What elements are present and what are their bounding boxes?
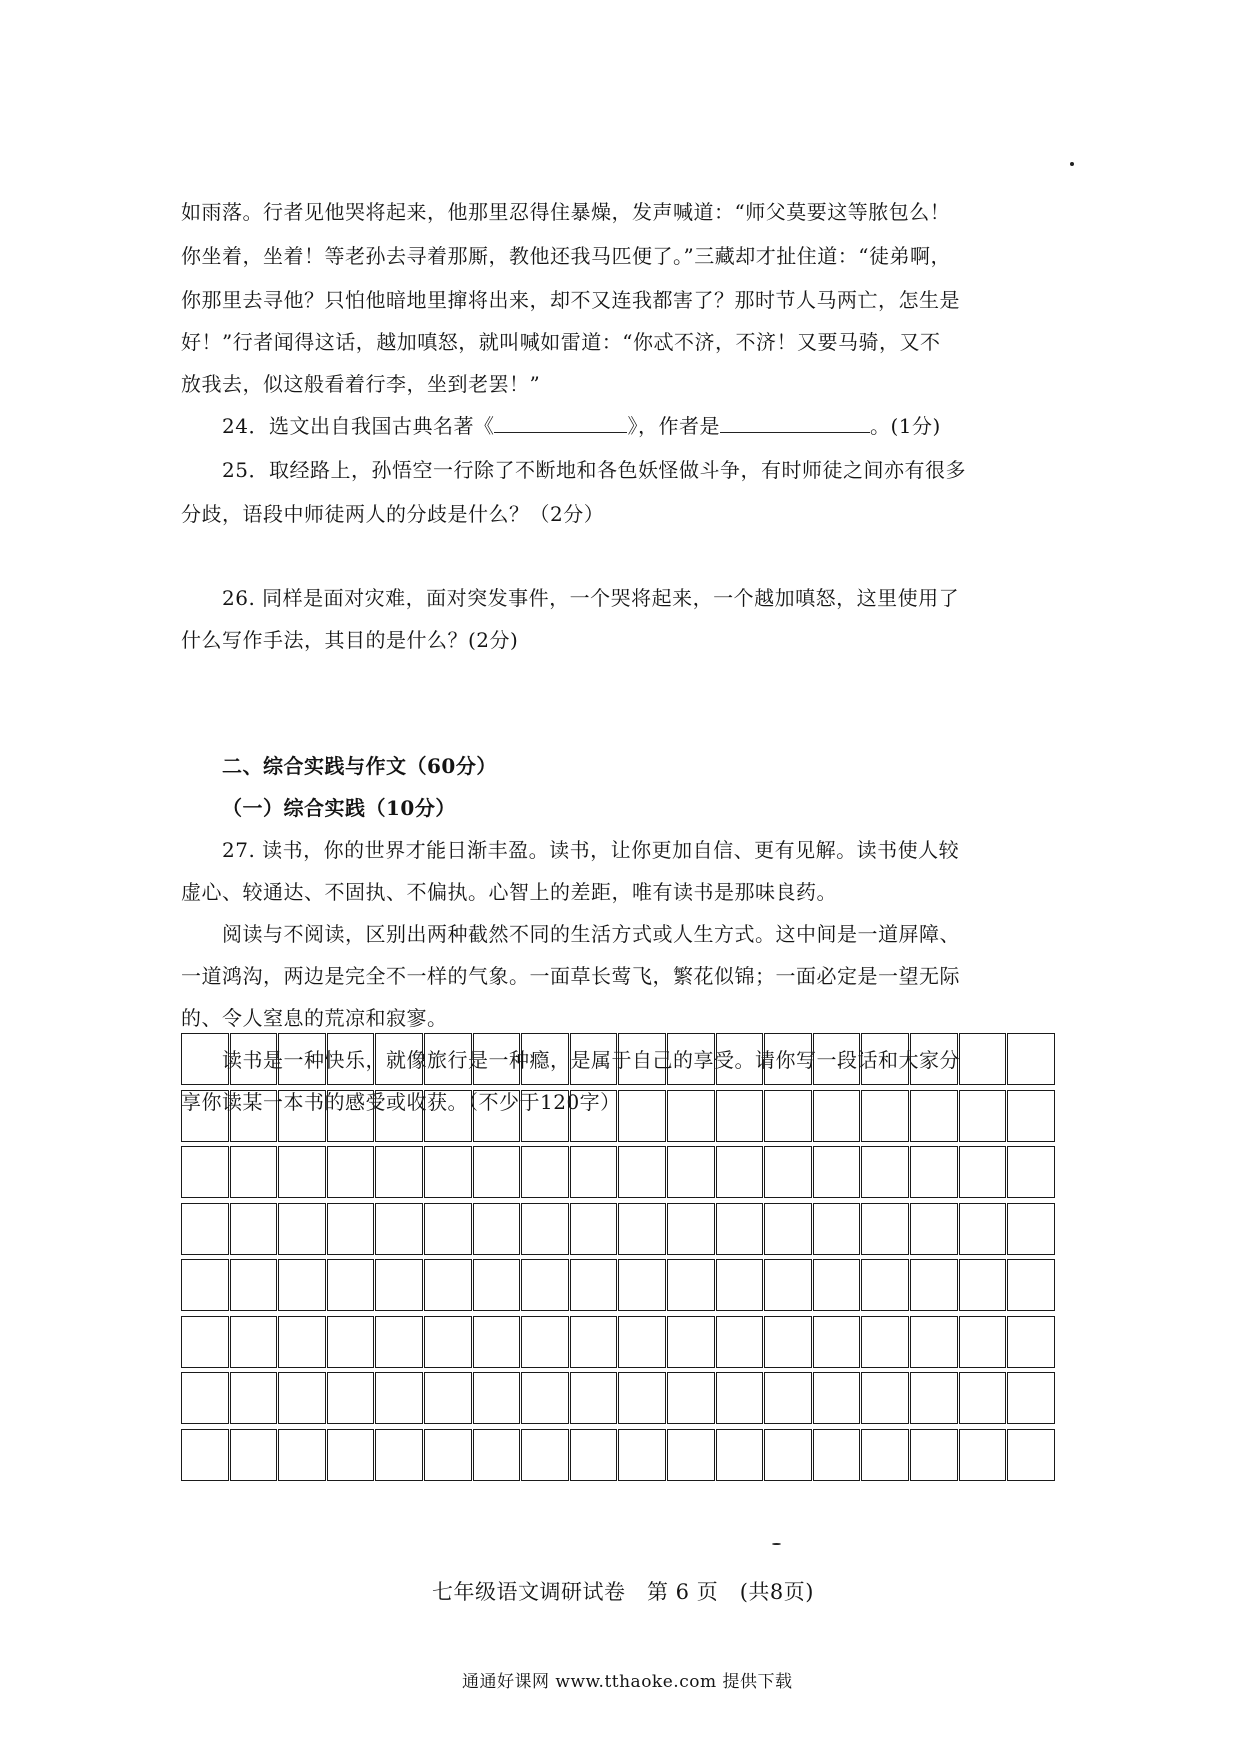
grid-cell[interactable] xyxy=(424,1146,472,1198)
grid-cell[interactable] xyxy=(764,1146,812,1198)
grid-cell[interactable] xyxy=(521,1429,569,1481)
grid-cell[interactable] xyxy=(1007,1033,1055,1085)
question-27-line: 的、令人窒息的荒凉和寂寥。 xyxy=(181,1006,448,1030)
grid-cell[interactable] xyxy=(521,1033,569,1085)
grid-cell[interactable] xyxy=(473,1146,521,1198)
grid-cell[interactable] xyxy=(861,1090,909,1142)
grid-cell[interactable] xyxy=(618,1090,666,1142)
grid-row xyxy=(181,1146,1056,1198)
grid-cell[interactable] xyxy=(716,1316,764,1368)
grid-cell[interactable] xyxy=(959,1090,1007,1142)
grid-cell[interactable] xyxy=(375,1203,423,1255)
question-27-line: 读书是一种快乐，就像旅行是一种瘾，是属于自己的享受。请你写一段话和大家分 xyxy=(222,1048,960,1072)
grid-cell[interactable] xyxy=(278,1316,326,1368)
grid-cell[interactable] xyxy=(521,1090,569,1142)
grid-cell[interactable] xyxy=(375,1429,423,1481)
grid-cell[interactable] xyxy=(521,1146,569,1198)
grid-cell[interactable] xyxy=(910,1146,958,1198)
grid-cell[interactable] xyxy=(570,1429,618,1481)
grid-cell[interactable] xyxy=(667,1146,715,1198)
passage-line: 放我去，似这般看着行李，坐到老罢！” xyxy=(181,372,541,396)
grid-cell[interactable] xyxy=(181,1033,229,1085)
grid-cell[interactable] xyxy=(570,1090,618,1142)
grid-row xyxy=(181,1090,1056,1142)
grid-cell[interactable] xyxy=(764,1259,812,1311)
grid-cell[interactable] xyxy=(230,1429,278,1481)
grid-cell[interactable] xyxy=(618,1146,666,1198)
grid-cell[interactable] xyxy=(910,1203,958,1255)
grid-cell[interactable] xyxy=(1007,1316,1055,1368)
grid-cell[interactable] xyxy=(716,1090,764,1142)
grid-cell[interactable] xyxy=(959,1203,1007,1255)
grid-cell[interactable] xyxy=(959,1033,1007,1085)
grid-cell[interactable] xyxy=(424,1429,472,1481)
q24-prefix: 24．选文出自我国古典名著《 xyxy=(222,414,495,438)
grid-cell[interactable] xyxy=(959,1429,1007,1481)
question-27-line: 阅读与不阅读，区别出两种截然不同的生活方式或人生方式。这中间是一道屏障、 xyxy=(222,922,960,946)
grid-cell[interactable] xyxy=(181,1203,229,1255)
grid-cell[interactable] xyxy=(716,1146,764,1198)
watermark: 通通好课网 www.tthaoke.com 提供下载 xyxy=(462,1672,793,1692)
grid-cell[interactable] xyxy=(1007,1372,1055,1424)
grid-cell[interactable] xyxy=(861,1316,909,1368)
grid-cell[interactable] xyxy=(813,1146,861,1198)
grid-row xyxy=(181,1372,1056,1424)
grid-cell[interactable] xyxy=(667,1316,715,1368)
grid-cell[interactable] xyxy=(570,1033,618,1085)
grid-cell[interactable] xyxy=(861,1033,909,1085)
author-blank[interactable] xyxy=(720,406,870,433)
grid-cell[interactable] xyxy=(667,1429,715,1481)
passage-line: 你坐着，坐着！等老孙去寻着那厮，教他还我马匹便了。”三藏却才扯住道：“徒弟啊， xyxy=(181,244,951,268)
grid-cell[interactable] xyxy=(375,1372,423,1424)
grid-cell[interactable] xyxy=(473,1372,521,1424)
grid-cell[interactable] xyxy=(1007,1090,1055,1142)
passage-line: 如雨落。行者见他哭将起来，他那里忍得住暴燥，发声喊道：“师父莫要这等脓包么！ xyxy=(181,200,951,224)
question-27-line: 享你读某一本书的感受或收获。（不少于120字） xyxy=(181,1090,621,1114)
grid-row xyxy=(181,1259,1056,1311)
grid-cell[interactable] xyxy=(716,1429,764,1481)
grid-row xyxy=(181,1429,1056,1481)
grid-cell[interactable] xyxy=(618,1259,666,1311)
passage-line: 你那里去寻他？只怕他暗地里撺将出来，却不又连我都害了？那时节人马两亡，怎生是 xyxy=(181,288,960,312)
grid-cell[interactable] xyxy=(813,1259,861,1311)
grid-cell[interactable] xyxy=(667,1259,715,1311)
question-25-line: 25．取经路上，孙悟空一行除了不断地和各色妖怪做斗争，有时师徒之间亦有很多 xyxy=(222,458,966,482)
grid-cell[interactable] xyxy=(667,1372,715,1424)
grid-cell[interactable] xyxy=(278,1146,326,1198)
grid-cell[interactable] xyxy=(570,1259,618,1311)
question-27-line: 虚心、较通达、不固执、不偏执。心智上的差距，唯有读书是那味良药。 xyxy=(181,880,837,904)
grid-cell[interactable] xyxy=(230,1372,278,1424)
grid-cell[interactable] xyxy=(230,1146,278,1198)
grid-cell[interactable] xyxy=(181,1316,229,1368)
grid-cell[interactable] xyxy=(278,1372,326,1424)
grid-row xyxy=(181,1033,1056,1085)
grid-cell[interactable] xyxy=(813,1372,861,1424)
grid-cell[interactable] xyxy=(278,1259,326,1311)
grid-cell[interactable] xyxy=(910,1429,958,1481)
grid-cell[interactable] xyxy=(181,1090,229,1142)
grid-cell[interactable] xyxy=(278,1429,326,1481)
grid-cell[interactable] xyxy=(473,1259,521,1311)
grid-cell[interactable] xyxy=(230,1259,278,1311)
grid-cell[interactable] xyxy=(667,1033,715,1085)
grid-cell[interactable] xyxy=(764,1203,812,1255)
grid-row xyxy=(181,1203,1056,1255)
grid-cell[interactable] xyxy=(278,1033,326,1085)
grid-cell[interactable] xyxy=(716,1259,764,1311)
grid-cell[interactable] xyxy=(375,1090,423,1142)
grid-cell[interactable] xyxy=(618,1033,666,1085)
grid-cell[interactable] xyxy=(764,1429,812,1481)
grid-cell[interactable] xyxy=(910,1316,958,1368)
scan-speck xyxy=(772,1543,781,1545)
grid-cell[interactable] xyxy=(667,1090,715,1142)
grid-cell[interactable] xyxy=(473,1033,521,1085)
grid-cell[interactable] xyxy=(910,1090,958,1142)
grid-cell[interactable] xyxy=(1007,1429,1055,1481)
grid-cell[interactable] xyxy=(813,1316,861,1368)
grid-cell[interactable] xyxy=(181,1146,229,1198)
section-title: 二、综合实践与作文（60分） xyxy=(222,754,497,778)
question-27-line: 一道鸿沟，两边是完全不一样的气象。一面草长莺飞，繁花似锦；一面必定是一望无际 xyxy=(181,964,960,988)
grid-cell[interactable] xyxy=(230,1090,278,1142)
question-24 xyxy=(222,406,941,446)
grid-cell[interactable] xyxy=(861,1146,909,1198)
grid-cell[interactable] xyxy=(424,1316,472,1368)
grid-cell[interactable] xyxy=(861,1203,909,1255)
grid-cell[interactable] xyxy=(813,1090,861,1142)
grid-cell[interactable] xyxy=(375,1033,423,1085)
grid-cell[interactable] xyxy=(327,1372,375,1424)
grid-row xyxy=(181,1316,1056,1368)
grid-cell[interactable] xyxy=(424,1033,472,1085)
grid-cell[interactable] xyxy=(424,1090,472,1142)
grid-cell[interactable] xyxy=(181,1372,229,1424)
scan-speck xyxy=(1070,162,1074,166)
grid-cell[interactable] xyxy=(278,1203,326,1255)
grid-cell[interactable] xyxy=(910,1259,958,1311)
grid-cell[interactable] xyxy=(473,1090,521,1142)
grid-cell[interactable] xyxy=(570,1316,618,1368)
grid-cell[interactable] xyxy=(327,1203,375,1255)
grid-cell[interactable] xyxy=(375,1259,423,1311)
grid-cell[interactable] xyxy=(959,1146,1007,1198)
grid-cell[interactable] xyxy=(570,1372,618,1424)
grid-cell[interactable] xyxy=(1007,1203,1055,1255)
grid-cell[interactable] xyxy=(618,1316,666,1368)
q24-suffix: 。(1分) xyxy=(869,414,941,438)
grid-cell[interactable] xyxy=(278,1090,326,1142)
book-title-blank[interactable] xyxy=(494,406,627,433)
grid-cell[interactable] xyxy=(910,1033,958,1085)
subsection-title: （一）综合实践（10分） xyxy=(222,796,456,820)
grid-cell[interactable] xyxy=(618,1429,666,1481)
grid-cell[interactable] xyxy=(813,1429,861,1481)
grid-cell[interactable] xyxy=(424,1203,472,1255)
grid-cell[interactable] xyxy=(764,1316,812,1368)
grid-cell[interactable] xyxy=(1007,1259,1055,1311)
grid-cell[interactable] xyxy=(861,1372,909,1424)
grid-cell[interactable] xyxy=(570,1203,618,1255)
grid-cell[interactable] xyxy=(424,1259,472,1311)
grid-cell[interactable] xyxy=(230,1203,278,1255)
grid-cell[interactable] xyxy=(570,1146,618,1198)
grid-cell[interactable] xyxy=(375,1146,423,1198)
grid-cell[interactable] xyxy=(473,1316,521,1368)
grid-cell[interactable] xyxy=(959,1316,1007,1368)
grid-cell[interactable] xyxy=(618,1372,666,1424)
grid-cell[interactable] xyxy=(327,1090,375,1142)
grid-cell[interactable] xyxy=(327,1259,375,1311)
grid-cell[interactable] xyxy=(424,1372,472,1424)
question-27-line: 27. 读书，你的世界才能日渐丰盈。读书，让你更加自信、更有见解。读书使人较 xyxy=(222,838,960,862)
grid-cell[interactable] xyxy=(181,1259,229,1311)
grid-cell[interactable] xyxy=(716,1372,764,1424)
grid-cell[interactable] xyxy=(716,1203,764,1255)
grid-cell[interactable] xyxy=(521,1372,569,1424)
grid-cell[interactable] xyxy=(473,1203,521,1255)
passage-line: 好！”行者闻得这话，越加嗔怒，就叫喊如雷道：“你忒不济，不济！又要马骑，又不 xyxy=(181,330,941,354)
grid-cell[interactable] xyxy=(716,1033,764,1085)
grid-cell[interactable] xyxy=(861,1429,909,1481)
grid-cell[interactable] xyxy=(959,1372,1007,1424)
grid-cell[interactable] xyxy=(764,1033,812,1085)
question-26-line: 什么写作手法，其目的是什么？(2分) xyxy=(181,628,519,652)
grid-cell[interactable] xyxy=(618,1203,666,1255)
grid-cell[interactable] xyxy=(181,1429,229,1481)
grid-cell[interactable] xyxy=(327,1033,375,1085)
question-25-line: 分歧，语段中师徒两人的分歧是什么？（2分） xyxy=(181,502,605,526)
grid-cell[interactable] xyxy=(1007,1146,1055,1198)
grid-cell[interactable] xyxy=(230,1316,278,1368)
grid-cell[interactable] xyxy=(521,1203,569,1255)
grid-cell[interactable] xyxy=(327,1146,375,1198)
grid-cell[interactable] xyxy=(861,1259,909,1311)
grid-cell[interactable] xyxy=(521,1259,569,1311)
grid-cell[interactable] xyxy=(764,1090,812,1142)
grid-cell[interactable] xyxy=(521,1316,569,1368)
grid-cell[interactable] xyxy=(959,1259,1007,1311)
grid-cell[interactable] xyxy=(910,1372,958,1424)
question-26-line: 26. 同样是面对灾难，面对突发事件，一个哭将起来，一个越加嗔怒，这里使用了 xyxy=(222,586,960,610)
grid-cell[interactable] xyxy=(813,1033,861,1085)
grid-cell[interactable] xyxy=(375,1316,423,1368)
q24-middle: 》，作者是 xyxy=(627,414,720,438)
page-footer: 七年级语文调研试卷 第 6 页 (共8页) xyxy=(432,1580,814,1604)
grid-cell[interactable] xyxy=(230,1033,278,1085)
grid-cell[interactable] xyxy=(764,1372,812,1424)
grid-cell[interactable] xyxy=(327,1316,375,1368)
grid-cell[interactable] xyxy=(327,1429,375,1481)
grid-cell[interactable] xyxy=(667,1203,715,1255)
grid-cell[interactable] xyxy=(813,1203,861,1255)
grid-cell[interactable] xyxy=(473,1429,521,1481)
